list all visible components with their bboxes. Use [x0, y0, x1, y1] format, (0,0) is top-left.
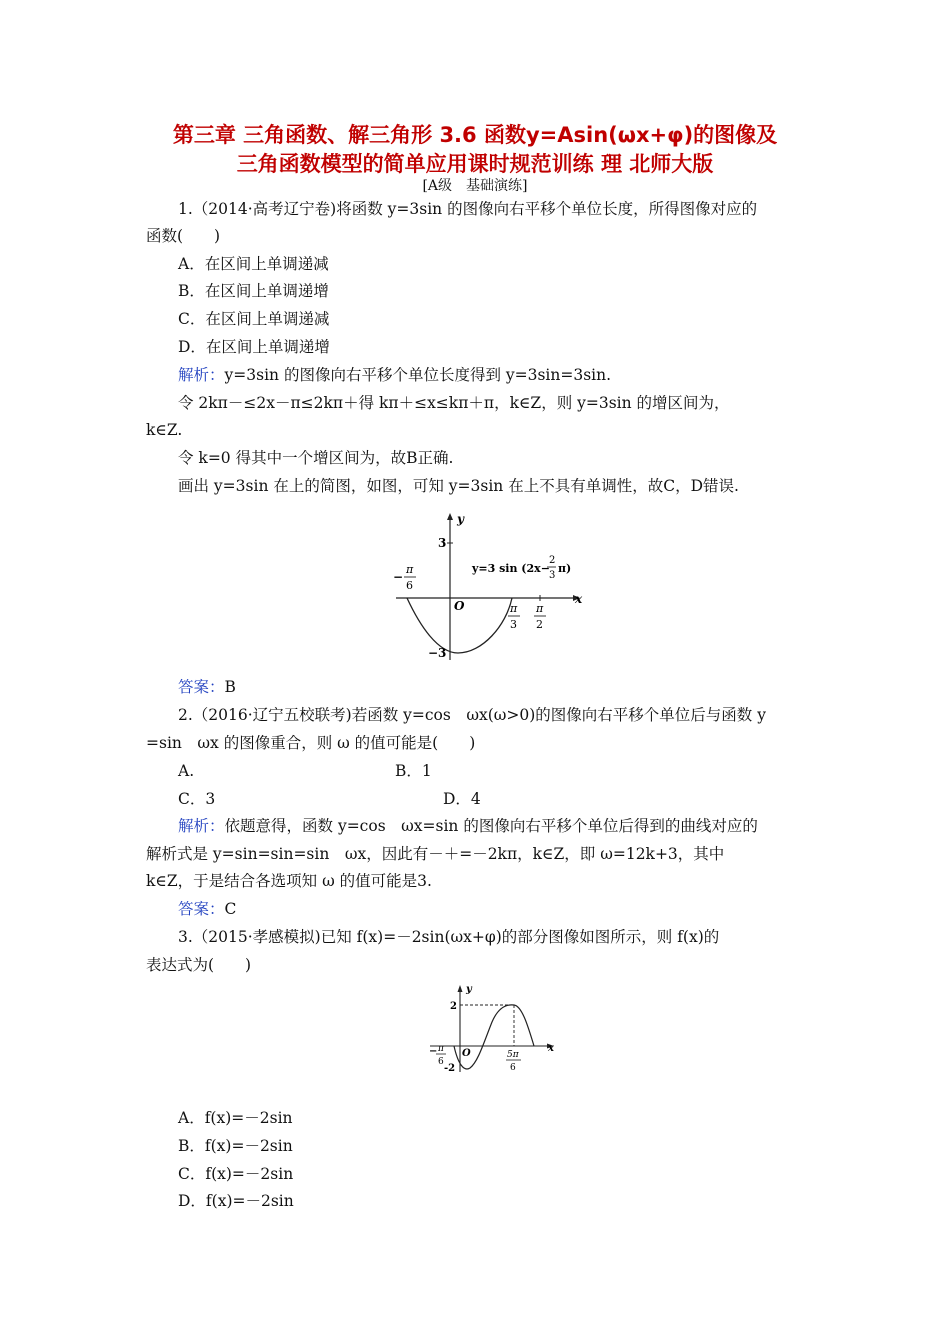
- q2-stem-line-2: =sin ωx 的图像重合，则 ω 的值可能是( ): [146, 734, 476, 752]
- q3-stem-line-1: 3.（2015·孝感模拟)已知 f(x)=－2sin(ωx+φ)的部分图像如图所示，则 f(x)的: [178, 928, 720, 946]
- q3-stem-line-2: 表达式为( ): [146, 956, 252, 974]
- page-title-line-1: 第三章 三角函数、解三角形 3.6 函数y=Asin(ωx+φ)的图像及: [172, 123, 778, 147]
- q2-option-d: D．4: [443, 790, 481, 808]
- y-max-label: 2: [450, 1001, 457, 1012]
- q1-analysis-label: 解析：: [178, 366, 225, 384]
- formula-label: y=3 sin (2x−: [472, 562, 550, 575]
- neg-pi-sixth-sign: −: [393, 570, 404, 584]
- q2-answer-value: C: [224, 900, 237, 918]
- q3-option-b: B．f(x)=－2sin: [178, 1137, 293, 1155]
- origin-label: O: [462, 1048, 471, 1059]
- y-axis-arrow-icon: [458, 985, 463, 992]
- q1-answer-value: B: [224, 678, 236, 696]
- page-title-line-2: 三角函数模型的简单应用课时规范训练 理 北师大版: [236, 152, 714, 176]
- pi-half-num: π: [536, 602, 544, 615]
- formula-end: π): [558, 562, 572, 575]
- q1-analysis-line-5: 画出 y=3sin 在上的简图，如图，可知 y=3sin 在上不具有单调性，故C，D错误.: [178, 477, 739, 495]
- x-axis-label: x: [575, 592, 583, 606]
- q1-option-d: D．在区间上单调递增: [178, 338, 330, 356]
- q2-stem-line-1: 2.（2016·辽宁五校联考)若函数 y=cos ωx(ω>0)的图像向右平移个单位后与函数 y: [178, 706, 766, 724]
- q2-analysis-line-1: [178, 816, 758, 836]
- five-pi-sixth-num: 5π: [507, 1050, 519, 1060]
- q2-analysis-text-1: 依题意得，函数 y=cos ωx=sin 的图像向右平移个单位后得到的曲线对应的: [224, 817, 758, 835]
- q1-stem-line-1: 1.（2014·高考辽宁卷)将函数 y=3sin 的图像向右平移个单位长度，所得图像对应的: [178, 200, 758, 218]
- y-max-label: 3: [438, 536, 447, 550]
- q2-option-a: A.: [178, 762, 195, 780]
- q1-analysis-line-3: k∈Z.: [146, 421, 183, 439]
- q2-option-c: C．3: [178, 790, 216, 808]
- q1-analysis-text-1: y=3sin 的图像向右平移个单位长度得到 y=3sin=3sin.: [224, 366, 612, 384]
- neg-pi-sixth-num: π: [438, 1044, 444, 1054]
- q3-option-a: A．f(x)=－2sin: [178, 1109, 293, 1127]
- formula-frac-den: 3: [549, 570, 556, 581]
- q1-option-a: A．在区间上单调递减: [178, 255, 329, 273]
- x-axis-label: x: [548, 1043, 554, 1054]
- q1-answer-label: 答案：: [178, 678, 225, 696]
- pi-third-den: 3: [510, 618, 517, 631]
- q1-analysis-line-4: 令 k=0 得其中一个增区间为，故B正确.: [178, 449, 454, 467]
- q2-answer-label: 答案：: [178, 900, 225, 918]
- pi-half-den: 2: [536, 618, 543, 631]
- q2-analysis-label: 解析：: [178, 817, 225, 835]
- q3-option-d: D．f(x)=－2sin: [178, 1192, 294, 1210]
- formula-frac-num: 2: [549, 555, 556, 566]
- y-axis-label: y: [466, 984, 472, 995]
- q1-option-c: C．在区间上单调递减: [178, 310, 330, 328]
- q2-option-b: B．1: [395, 762, 432, 780]
- q1-stem-line-2: 函数( ): [146, 227, 221, 245]
- neg-pi-sixth-sign: −: [429, 1046, 438, 1057]
- neg-pi-sixth-den: 6: [438, 1057, 444, 1067]
- neg-pi-sixth-den: 6: [406, 579, 413, 592]
- q2-answer: [178, 899, 236, 919]
- level-heading: [A级 基础演练]: [422, 178, 528, 194]
- q1-analysis-line-1: [178, 365, 611, 385]
- origin-label: O: [454, 599, 465, 613]
- sine-curve: [454, 1005, 534, 1069]
- pi-third-num: π: [510, 602, 518, 615]
- q1-graph-figure: [390, 508, 590, 668]
- q1-analysis-line-2: 令 2kπ－≤2x－π≤2kπ＋得 kπ＋≤x≤kπ＋π，k∈Z，则 y=3sin 的增区间为，: [178, 394, 730, 412]
- q3-graph-figure: [426, 982, 566, 1074]
- y-axis-label: y: [457, 512, 464, 526]
- q2-analysis-line-2: 解析式是 y=sin=sin=sin ωx，因此有－＋=－2kπ，k∈Z，即 ω=12k+3，其中: [146, 845, 725, 863]
- neg-pi-sixth-num: π: [406, 563, 414, 576]
- y-min-label: −3: [428, 646, 447, 660]
- q2-analysis-line-3: k∈Z，于是结合各选项知 ω 的值可能是3.: [146, 872, 432, 890]
- y-min-label: -2: [444, 1063, 456, 1074]
- five-pi-sixth-den: 6: [510, 1063, 516, 1073]
- q3-option-c: C．f(x)=－2sin: [178, 1165, 294, 1183]
- q1-option-b: B．在区间上单调递增: [178, 282, 329, 300]
- y-axis-arrow-icon: [447, 513, 453, 520]
- q1-answer: [178, 677, 236, 697]
